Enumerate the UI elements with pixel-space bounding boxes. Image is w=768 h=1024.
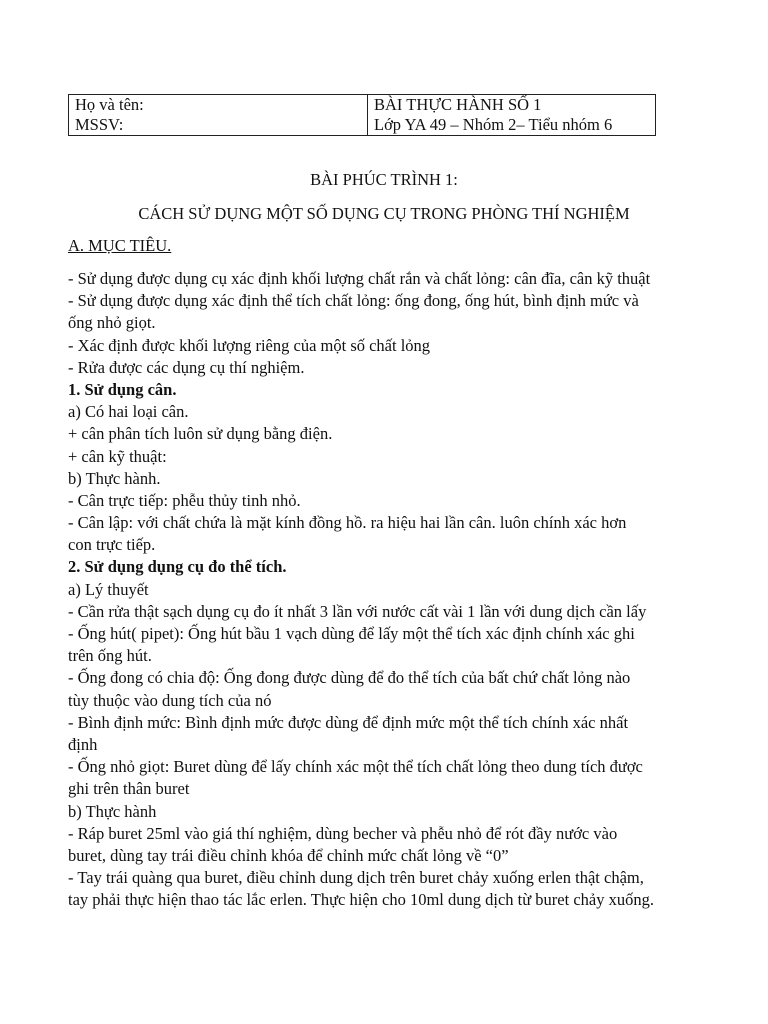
body-line: - Ống đong có chia độ: Ống đong được dùng để đo thể tích của bất chứ chất lỏng nào: [68, 668, 631, 688]
body-line: trên ống hút.: [68, 646, 152, 666]
body-line: + cân phân tích luôn sử dụng bằng điện.: [68, 424, 333, 444]
report-subject: CÁCH SỬ DỤNG MỘT SỐ DỤNG CỤ TRONG PHÒNG THÍ NGHIỆM: [138, 204, 630, 223]
body-line: b) Thực hành.: [68, 468, 161, 488]
body-line: - Cân lập: với chất chứa là mặt kính đồng hồ. ra hiệu hai lần cân. luôn chính xác hơn: [68, 513, 627, 533]
body-line: - Xác định được khối lượng riêng của một số chất lỏng: [68, 335, 431, 355]
body-text: [68, 268, 708, 911]
body-line: - Sử dụng được dụng cụ xác định khối lượng chất rắn và chất lỏng: cân đĩa, cân kỹ thuật: [68, 269, 651, 288]
section-1-heading: 1. Sử dụng cân.: [68, 379, 177, 399]
student-id-label: MSSV:: [75, 115, 124, 134]
body-line: ghi trên thân buret: [68, 779, 190, 799]
body-line: a) Có hai loại cân.: [68, 402, 189, 422]
exercise-title: BÀI THỰC HÀNH SỐ 1: [374, 95, 542, 114]
body-line: - Rửa được các dụng cụ thí nghiệm.: [68, 357, 305, 377]
body-line: - Ráp buret 25ml vào giá thí nghiệm, dùng becher và phễu nhỏ để rót đầy nước vào: [68, 823, 618, 843]
body-line: - Ống hút( pipet): Ống hút bầu 1 vạch dùng để lấy một thể tích xác định chính xác ghi: [68, 624, 635, 643]
body-line: - Cần rửa thật sạch dụng cụ đo ít nhất 3 lần với nước cất vài 1 lần với dung dịch cần lấy: [68, 601, 647, 621]
body-line: định: [68, 734, 98, 754]
body-line: - Bình định mức: Bình định mức được dùng để định mức một thể tích chính xác nhất: [68, 712, 629, 732]
body-line: tùy thuộc vào dung tích của nó: [68, 690, 272, 710]
body-line: b) Thực hành: [68, 801, 157, 821]
body-line: - Sử dụng được dụng xác định thể tích chất lỏng: ống đong, ống hút, bình định mức và: [68, 291, 639, 311]
header-table: [68, 94, 656, 136]
body-line: - Tay trái quàng qua buret, điều chỉnh dung dịch trên buret chảy xuống erlen thật chậm,: [68, 868, 644, 888]
body-line: - Ống nhỏ giọt: Buret dùng để lấy chính xác một thể tích chất lỏng theo dung tích được: [68, 757, 643, 777]
student-info-cell: [69, 95, 368, 136]
class-group: Lớp YA 49 – Nhóm 2– Tiểu nhóm 6: [374, 115, 613, 134]
body-line: con trực tiếp.: [68, 535, 156, 555]
body-line: ống nhỏ giọt.: [68, 313, 156, 333]
section-2-heading: 2. Sử dụng dụng cụ đo thể tích.: [68, 557, 287, 577]
report-title: BÀI PHÚC TRÌNH 1:: [310, 170, 458, 189]
body-line: tay phải thực hiện thao tác lắc erlen. Thực hiện cho 10ml dung dịch từ buret chảy xuống.: [68, 890, 654, 910]
exercise-info-cell: [368, 95, 656, 136]
name-label: Họ và tên:: [75, 95, 144, 114]
body-line: buret, dùng tay trái điều chỉnh khóa để chỉnh mức chất lỏng về “0”: [68, 845, 509, 865]
section-a-heading: A. MỤC TIÊU.: [68, 236, 172, 255]
body-line: + cân kỹ thuật:: [68, 446, 167, 466]
body-line: a) Lý thuyết: [68, 579, 149, 599]
body-line: - Cân trực tiếp: phễu thủy tinh nhỏ.: [68, 490, 301, 510]
